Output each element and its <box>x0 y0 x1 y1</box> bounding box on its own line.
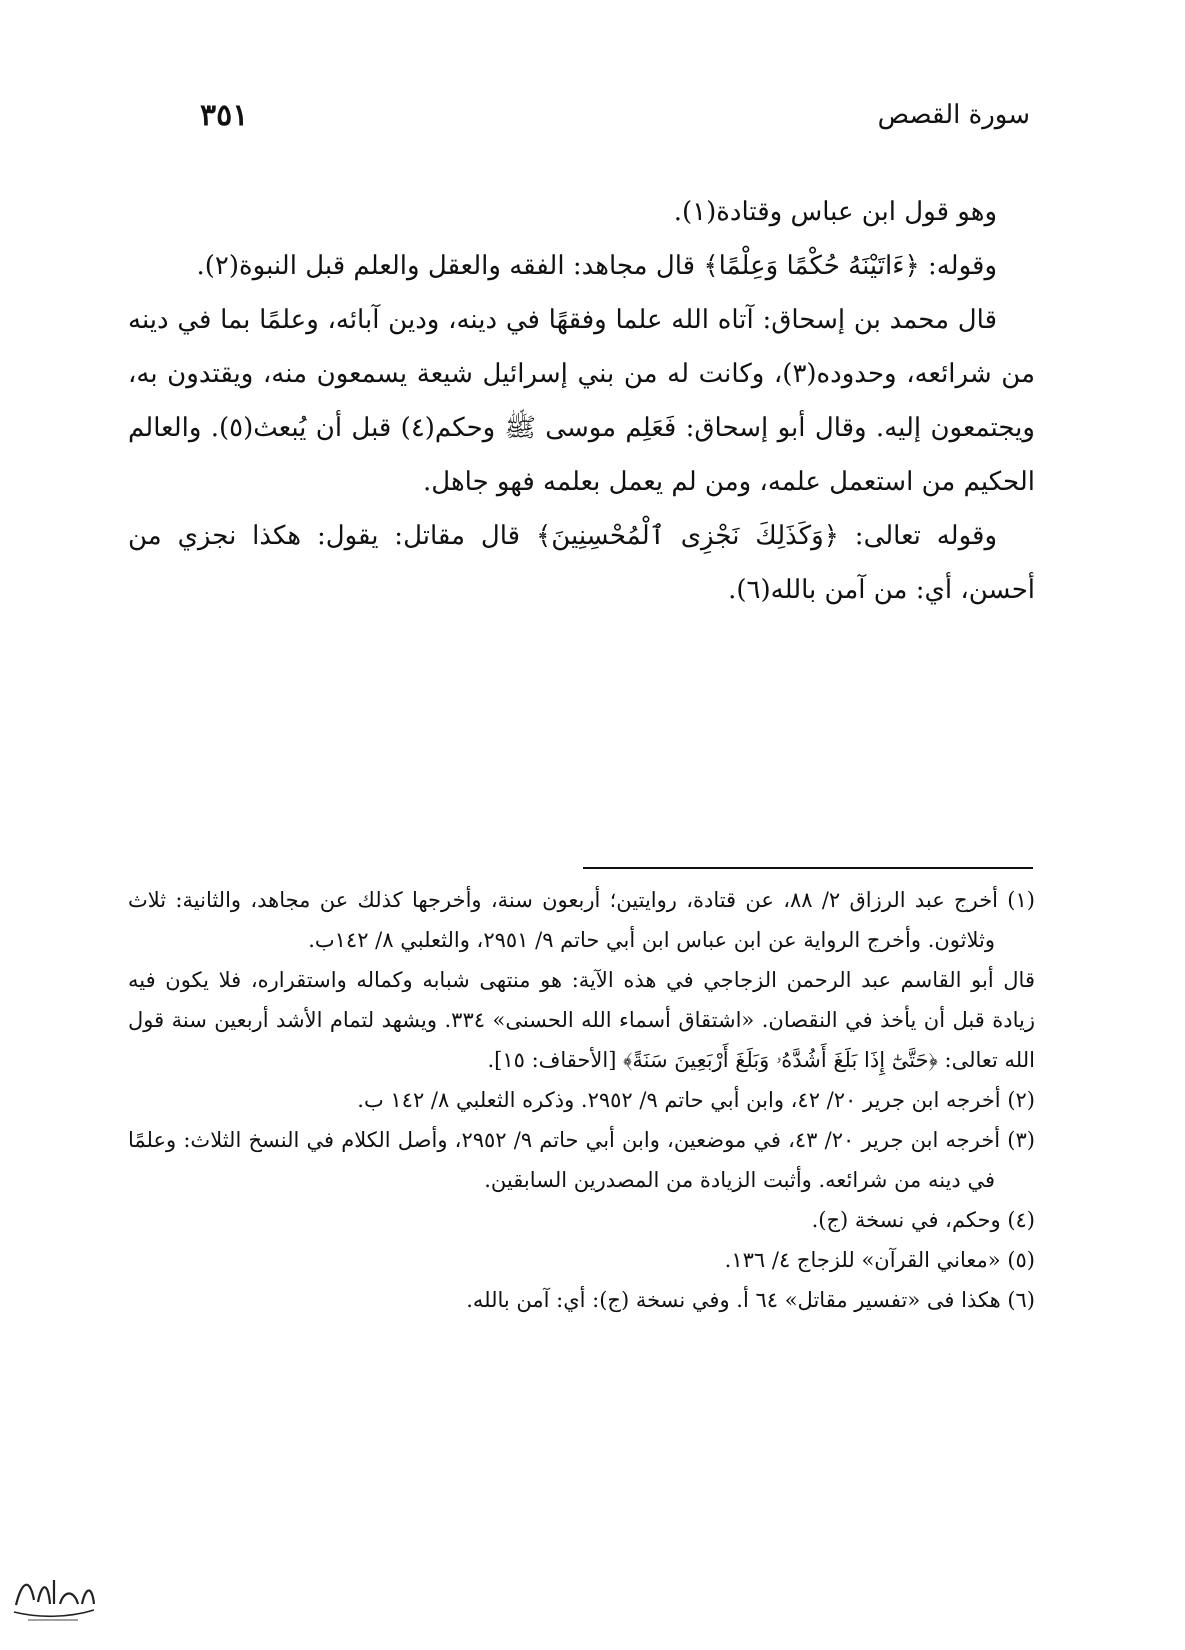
footnote-3: (٣) أخرجه ابن جرير ٢٠/ ٤٣، في موضعين، وابن أبي حاتم ٩/ ٢٩٥٢، وأصل الكلام في النسخ الثلاث: وعلمًا في دينه من شرائعه. وأثبت الزيادة من المصدرين السابقين. <box>128 1128 1035 1192</box>
page-number: ٣٥١ <box>200 98 249 133</box>
footnotes <box>128 880 1035 1320</box>
footnote-1: (١) أخرج عبد الرزاق ٢/ ٨٨، عن قتادة، روايتين؛ أربعون سنة، وأخرجها كذلك عن مجاهد، والثانية: ثلاث وثلاثون. وأخرج الرواية عن ابن عباس ابن أبي حاتم ٩/ ٢٩٥١، والثعلبي ٨/ ١٤٢ب. <box>128 888 1035 952</box>
footnote-2: (٢) أخرجه ابن جرير ٢٠/ ٤٢، وابن أبي حاتم ٩/ ٢٩٥٢. وذكره الثعلبي ٨/ ١٤٢ ب. <box>357 1088 1035 1112</box>
main-text <box>128 185 1035 617</box>
paragraph: وقوله تعالى: ﴿وَكَذَلِكَ نَجْزِى ٱلْمُحْسِنِينَ﴾ قال مقاتل: يقول: هكذا نجزي من أحسن، أي: من آمن بالله(٦). <box>128 521 1035 605</box>
paragraph: وهو قول ابن عباس وقتادة(١). <box>673 197 997 227</box>
footnote-6: (٦) هكذا فى «تفسير مقاتل» ٦٤ أ. وفي نسخة (ج): أي: آمن بالله. <box>466 1288 1035 1312</box>
footnote-1-continuation: قال أبو القاسم عبد الرحمن الزجاجي في هذه الآية: هو منتهى شبابه وكماله واستقراره، فلا يكون فيه زيادة قبل أن يأخذ في النقصان. «اشتقاق أسماء الله الحسنى» ٣٣٤. ويشهد لتمام الأشد أربعين سنة قول الله تعالى: ﴿حَتَّىٰٓ إِذَا بَلَغَ أَشُدَّهُۥ وَبَلَغَ أَرْبَعِينَ سَنَةً﴾ [الأحقاف: ١٥]. <box>128 968 1035 1072</box>
footnote-5: (٥) «معاني القرآن» للزجاج ٤/ ١٣٦. <box>724 1248 1035 1272</box>
running-header-title: سورة القصص <box>877 100 1030 130</box>
footnote-4: (٤) وحكم، في نسخة (ج). <box>811 1208 1035 1232</box>
paragraph: وقوله: ﴿ءَاتَيْنَهُ حُكْمًا وَعِلْمًا﴾ قال مجاهد: الفقه والعقل والعلم قبل النبوة(٢). <box>196 251 997 281</box>
footnote-separator <box>583 867 1033 869</box>
paragraph: قال محمد بن إسحاق: آتاه الله علما وفقهًا في دينه، ودين آبائه، وعلمًا بما في دينه من شرائعه، وحدوده(٣)، وكانت له من بني إسرائيل شيعة يسمعون منه، ويقتدون به، ويجتمعون إليه. وقال أبو إسحاق: فَعَلِم موسى ﷺ وحكم(٤) قبل أن يُبعث(٥). والعالم الحكيم من استعمل علمه، ومن لم يعمل بعلمه فهو جاهل. <box>128 305 1036 497</box>
publisher-seal-logo <box>8 1560 98 1630</box>
